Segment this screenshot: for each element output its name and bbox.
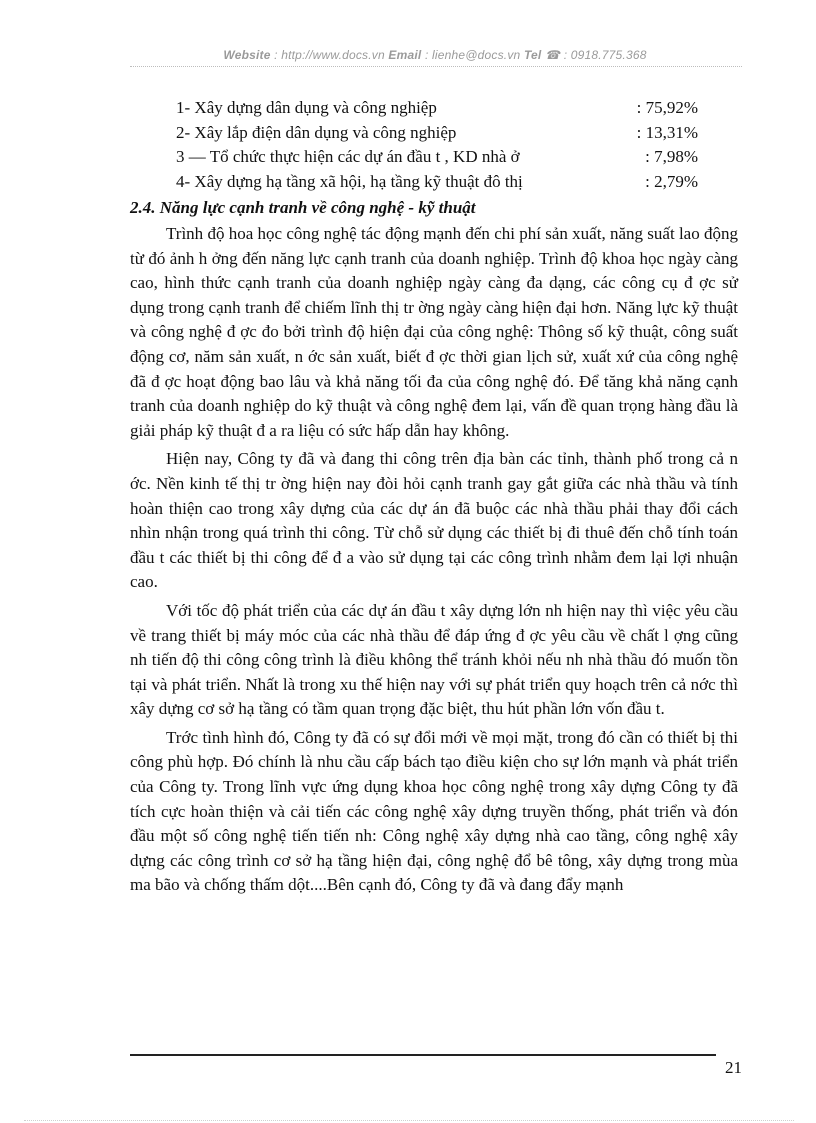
- list-item: [176, 96, 698, 121]
- body-text: [130, 222, 738, 902]
- paragraph: Trớc tình hình đó, Công ty đã có sự đổi mới về mọi mặt, trong đó cần có thiết bị thi công phù hợp. Đó chính là nhu cầu cấp bách tạo điều kiện cho sự lớn mạnh và phát triển của Công ty. Trong lĩnh vực ứng dụng khoa học công nghệ trong xây dựng Công ty đã tích cực hoàn thiện và cải tiến các công nghệ xây dựng truyền thống, phát triển và đón đầu một số công nghệ tiến tiến nh: Công nghệ xây dựng nhà cao tầng, công nghệ xây dựng các công trình cơ sở hạ tầng hiện đại, công nghệ đổ bê tông, xây dựng trong mùa ma bão và chống thấm dột....Bên cạnh đó, Công ty đã và đang đẩy mạnh: [130, 727, 738, 895]
- section-heading: 2.4. Năng lực cạnh tranh về công nghệ - kỹ thuật: [130, 198, 476, 217]
- tel-number: ☎ : 0918.775.368: [545, 48, 647, 62]
- list-item-label: 4- Xây dựng hạ tầng xã hội, hạ tầng kỹ thuật đô thị: [176, 171, 523, 191]
- list-item-value: : 2,79%: [645, 171, 698, 191]
- business-share-list: [176, 96, 698, 194]
- footer-divider: [130, 1054, 716, 1056]
- paragraph: Hiện nay, Công ty đã và đang thi công trên địa bàn các tỉnh, thành phố trong cả n ớc. Nền kinh tế thị tr ờng hiện nay đòi hỏi cạnh tranh gay gắt giữa các nhà thầu và tính hoàn thiện cao trong xây dựng của các dự án đã buộc các nhà thầu phải thay đổi cách nhìn nhận trong quá trình thi công. Từ chỗ sử dụng các thiết bị đi thuê đến chỗ tính toán đầu t các thiết bị thi công để đ a vào sử dụng tại các công trình nhằm đem lại lợi nhuận cao.: [130, 449, 738, 592]
- list-item-label: 3 — Tổ chức thực hiện các dự án đầu t , KD nhà ở: [176, 147, 520, 166]
- header-divider: [130, 66, 742, 67]
- email-label: Email: [388, 48, 422, 62]
- list-item: [176, 121, 698, 146]
- list-item-value: : 13,31%: [636, 122, 698, 142]
- list-item-value: : 75,92%: [636, 98, 698, 117]
- page-bottom-border: [24, 1120, 794, 1121]
- paragraph: Trình độ hoa học công nghệ tác động mạnh đến chi phí sản xuất, năng suất lao động từ đó ảnh h ởng đến năng lực cạnh tranh của doanh nghiệp. Trình độ khoa học ngày càng cao, hình thức cạnh tranh của doanh nghiệp ngày càng đa dạng, các công cụ đ ợc sử dụng trong cạnh tranh để chiếm lĩnh thị tr ờng ngày càng hiện đại hơn. Năng lực kỹ thuật và công nghệ đ ợc đo bởi trình độ hiện đại của công nghệ: Thông số kỹ thuật, công suất động cơ, năm sản xuất, n ớc sản xuất, biết đ ợc thời gian lịch sử, xuất xứ của công nghệ đã đ ợc hoạt động bao lâu và khả năng tối đa của công nghệ đó. Để tăng khả năng cạnh tranh của doanh nghiệp do kỹ thuật và công nghệ đem lại, vấn đề quan trọng hàng đầu là giải pháp kỹ thuật đ a ra liệu có sức hấp dẫn hay không.: [130, 224, 738, 440]
- website-label: Website: [223, 48, 271, 62]
- paragraph: Với tốc độ phát triển của các dự án đầu t xây dựng lớn nh hiện nay thì việc yêu cầu về trang thiết bị máy móc của các nhà thầu để đáp ứng đ ợc yêu cầu về chất l ợng cũng nh tiến độ thi công công trình là điều không thể tránh khỏi nếu nh nhà thầu đó muốn tồn tại và phát triển. Nhất là trong xu thế hiện nay với sự phát triển quy hoạch trên cả nớc thì xây dựng cơ sở hạ tầng có tầm quan trọng đặc biệt, thu hút phần lớn vốn đầu t.: [130, 600, 738, 719]
- list-item-value: : 7,98%: [645, 147, 698, 166]
- website-url[interactable]: : http://www.docs.vn: [274, 48, 385, 62]
- email-address[interactable]: : lienhe@docs.vn: [424, 48, 521, 62]
- list-item-label: 1- Xây dựng dân dụng và công nghiệp: [176, 98, 437, 117]
- list-item: [176, 170, 698, 195]
- list-item: [176, 145, 698, 170]
- list-item-label: 2- Xây lắp điện dân dụng và công nghiệp: [176, 122, 457, 142]
- page-header: [130, 48, 740, 62]
- page-number: 21: [725, 1058, 742, 1077]
- tel-label: Tel: [523, 48, 542, 62]
